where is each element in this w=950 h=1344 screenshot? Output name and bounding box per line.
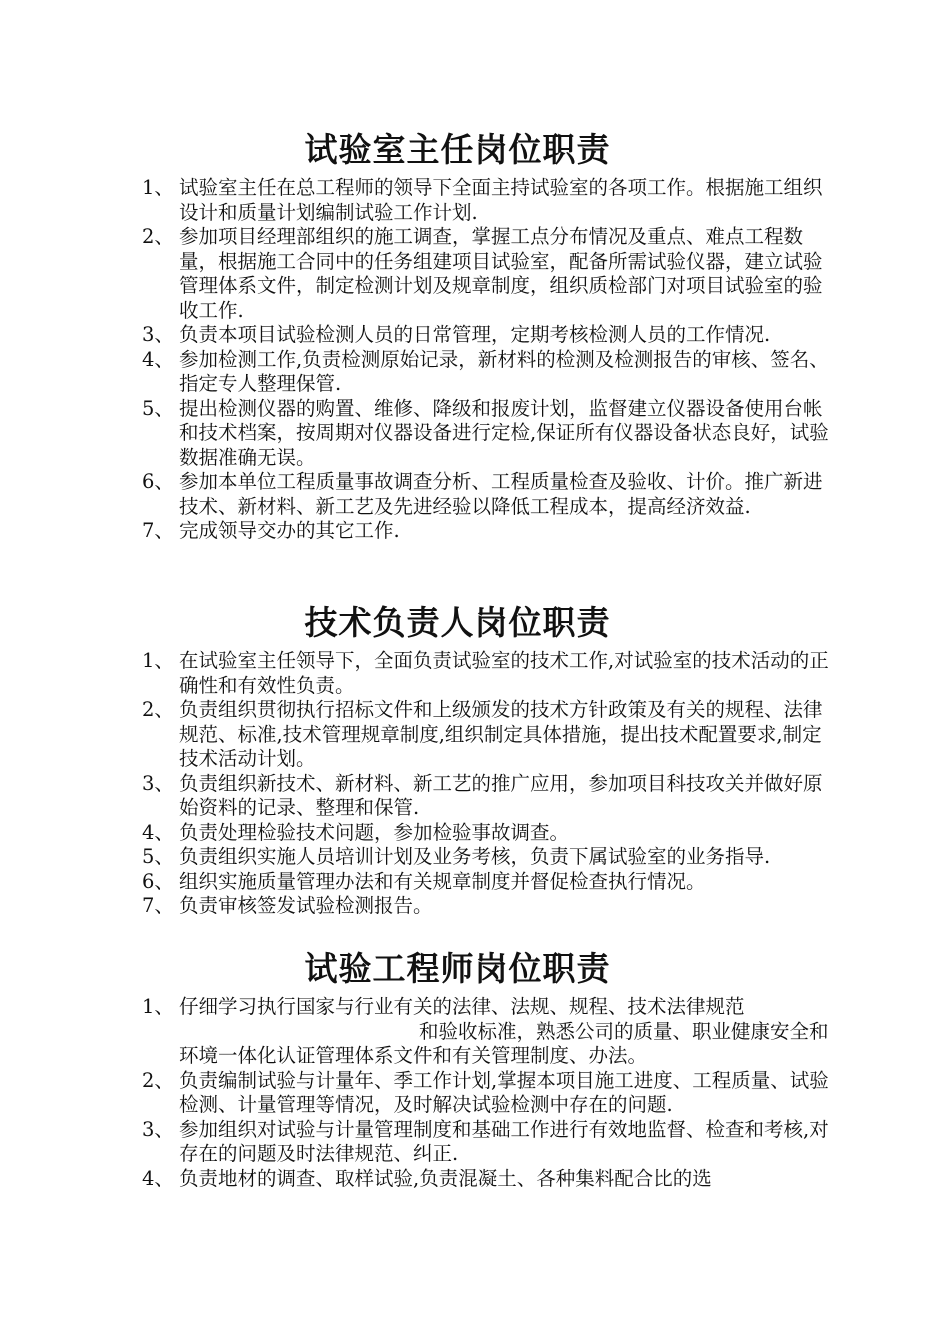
list-item: [142, 323, 832, 348]
item-text: 提出检测仪器的购置、维修、降级和报废计划，监督建立仪器设备使用台帐和技术档案，按周期对仪器设备进行定检,保证所有仪器设备状态良好，试验数据准确无误。: [179, 396, 829, 469]
list-item: [142, 225, 832, 323]
item-number: 1、: [142, 649, 174, 672]
item-text-part: 和验收标准，熟悉公司的质量、职业健康安全和环境一体化认证管理体系文件和有关管理制度、办法。: [179, 1019, 829, 1067]
item-number: 1、: [142, 995, 174, 1018]
list-item: [142, 348, 832, 397]
list-item: [142, 821, 832, 846]
item-number: 3、: [142, 771, 174, 795]
section-title-test-engineer: 试验工程师岗位职责: [304, 949, 611, 988]
item-number: 3、: [142, 323, 174, 346]
item-text: 参加组织对试验与计量管理制度和基础工作进行有效地监督、检查和考核,对存在的问题及时法律规范、纠正.: [179, 1117, 829, 1165]
item-text: 负责编制试验与计量年、季工作计划,掌握本项目施工进度、工程质量、试验检测、计量管理等情况，及时解决试验检测中存在的问题.: [179, 1068, 829, 1116]
section-title-lab-director: 试验室主任岗位职责: [304, 130, 611, 169]
item-text: [179, 995, 832, 1069]
list-item: [142, 698, 832, 772]
list-item: [142, 176, 832, 225]
item-number: 6、: [142, 869, 174, 893]
item-text: 参加项目经理部组织的施工调查，掌握工点分布情况及重点、难点工程数量，根据施工合同中的任务组建项目试验室，配备所需试验仪器，建立试验管理体系文件，制定检测计划及规章制度，组织质检部门对项目试验室的验收工作.: [179, 225, 823, 322]
list-item: [142, 397, 832, 471]
item-number: 3、: [142, 1117, 174, 1141]
item-text: 在试验室主任领导下，全面负责试验室的技术工作,对试验室的技术活动的正确性和有效性负责。: [179, 649, 829, 697]
item-text: 负责地材的调查、取样试验,负责混凝土、各种集料配合比的选: [179, 1166, 712, 1190]
list-item: [142, 519, 832, 544]
item-text: 组织实施质量管理办法和有关规章制度并督促检查执行情况。: [179, 869, 706, 893]
item-number: 4、: [142, 820, 174, 844]
item-number: 7、: [142, 894, 174, 917]
list-item: [142, 1118, 832, 1167]
item-text: 负责处理检验技术问题，参加检验事故调查。: [179, 820, 570, 844]
item-text: 参加检测工作,负责检测原始记录，新材料的检测及检测报告的审核、签名、指定专人整理保管.: [179, 347, 829, 395]
list-item: [142, 470, 832, 519]
item-text: 负责审核签发试验检测报告。: [179, 894, 433, 917]
item-number: 6、: [142, 470, 174, 493]
item-text-part: 仔细学习执行国家与行业有关的法律、法规、规程、技术法律规范: [179, 995, 745, 1018]
duty-list-test-engineer: [142, 995, 832, 1191]
duty-list-lab-director: [142, 176, 832, 544]
list-item: [142, 995, 832, 1069]
list-item: [142, 1167, 832, 1192]
item-number: 7、: [142, 519, 174, 542]
item-number: 5、: [142, 396, 174, 420]
item-number: 4、: [142, 347, 174, 371]
list-item: [142, 649, 832, 698]
item-text: 试验室主任在总工程师的领导下全面主持试验室的各项工作。根据施工组织设计和质量计划编制试验工作计划.: [179, 176, 823, 224]
duty-list-technical-lead: [142, 649, 832, 919]
section-title-technical-lead: 技术负责人岗位职责: [304, 603, 611, 642]
list-item: [142, 772, 832, 821]
item-text: 完成领导交办的其它工作.: [179, 519, 400, 542]
list-item: [142, 845, 832, 870]
item-number: 2、: [142, 225, 174, 248]
item-text: 负责本项目试验检测人员的日常管理，定期考核检测人员的工作情况.: [179, 323, 771, 346]
item-number: 5、: [142, 845, 174, 868]
item-number: 2、: [142, 1068, 174, 1092]
item-number: 1、: [142, 176, 174, 199]
list-item: [142, 870, 832, 895]
item-text: 负责组织实施人员培训计划及业务考核，负责下属试验室的业务指导.: [179, 845, 771, 868]
item-number: 4、: [142, 1166, 174, 1190]
item-text: 参加本单位工程质量事故调查分析、工程质量检查及验收、计价。推广新进技术、新材料、新工艺及先进经验以降低工程成本，提高经济效益.: [179, 470, 823, 518]
list-item: [142, 1069, 832, 1118]
item-text: 负责组织新技术、新材料、新工艺的推广应用，参加项目科技攻关并做好原始资料的记录、整理和保管.: [179, 771, 823, 819]
list-item: [142, 894, 832, 919]
item-text: 负责组织贯彻执行招标文件和上级颁发的技术方针政策及有关的规程、法律规范、标准,技术管理规章制度,组织制定具体措施，提出技术配置要求,制定技术活动计划。: [179, 698, 823, 770]
item-number: 2、: [142, 698, 174, 721]
